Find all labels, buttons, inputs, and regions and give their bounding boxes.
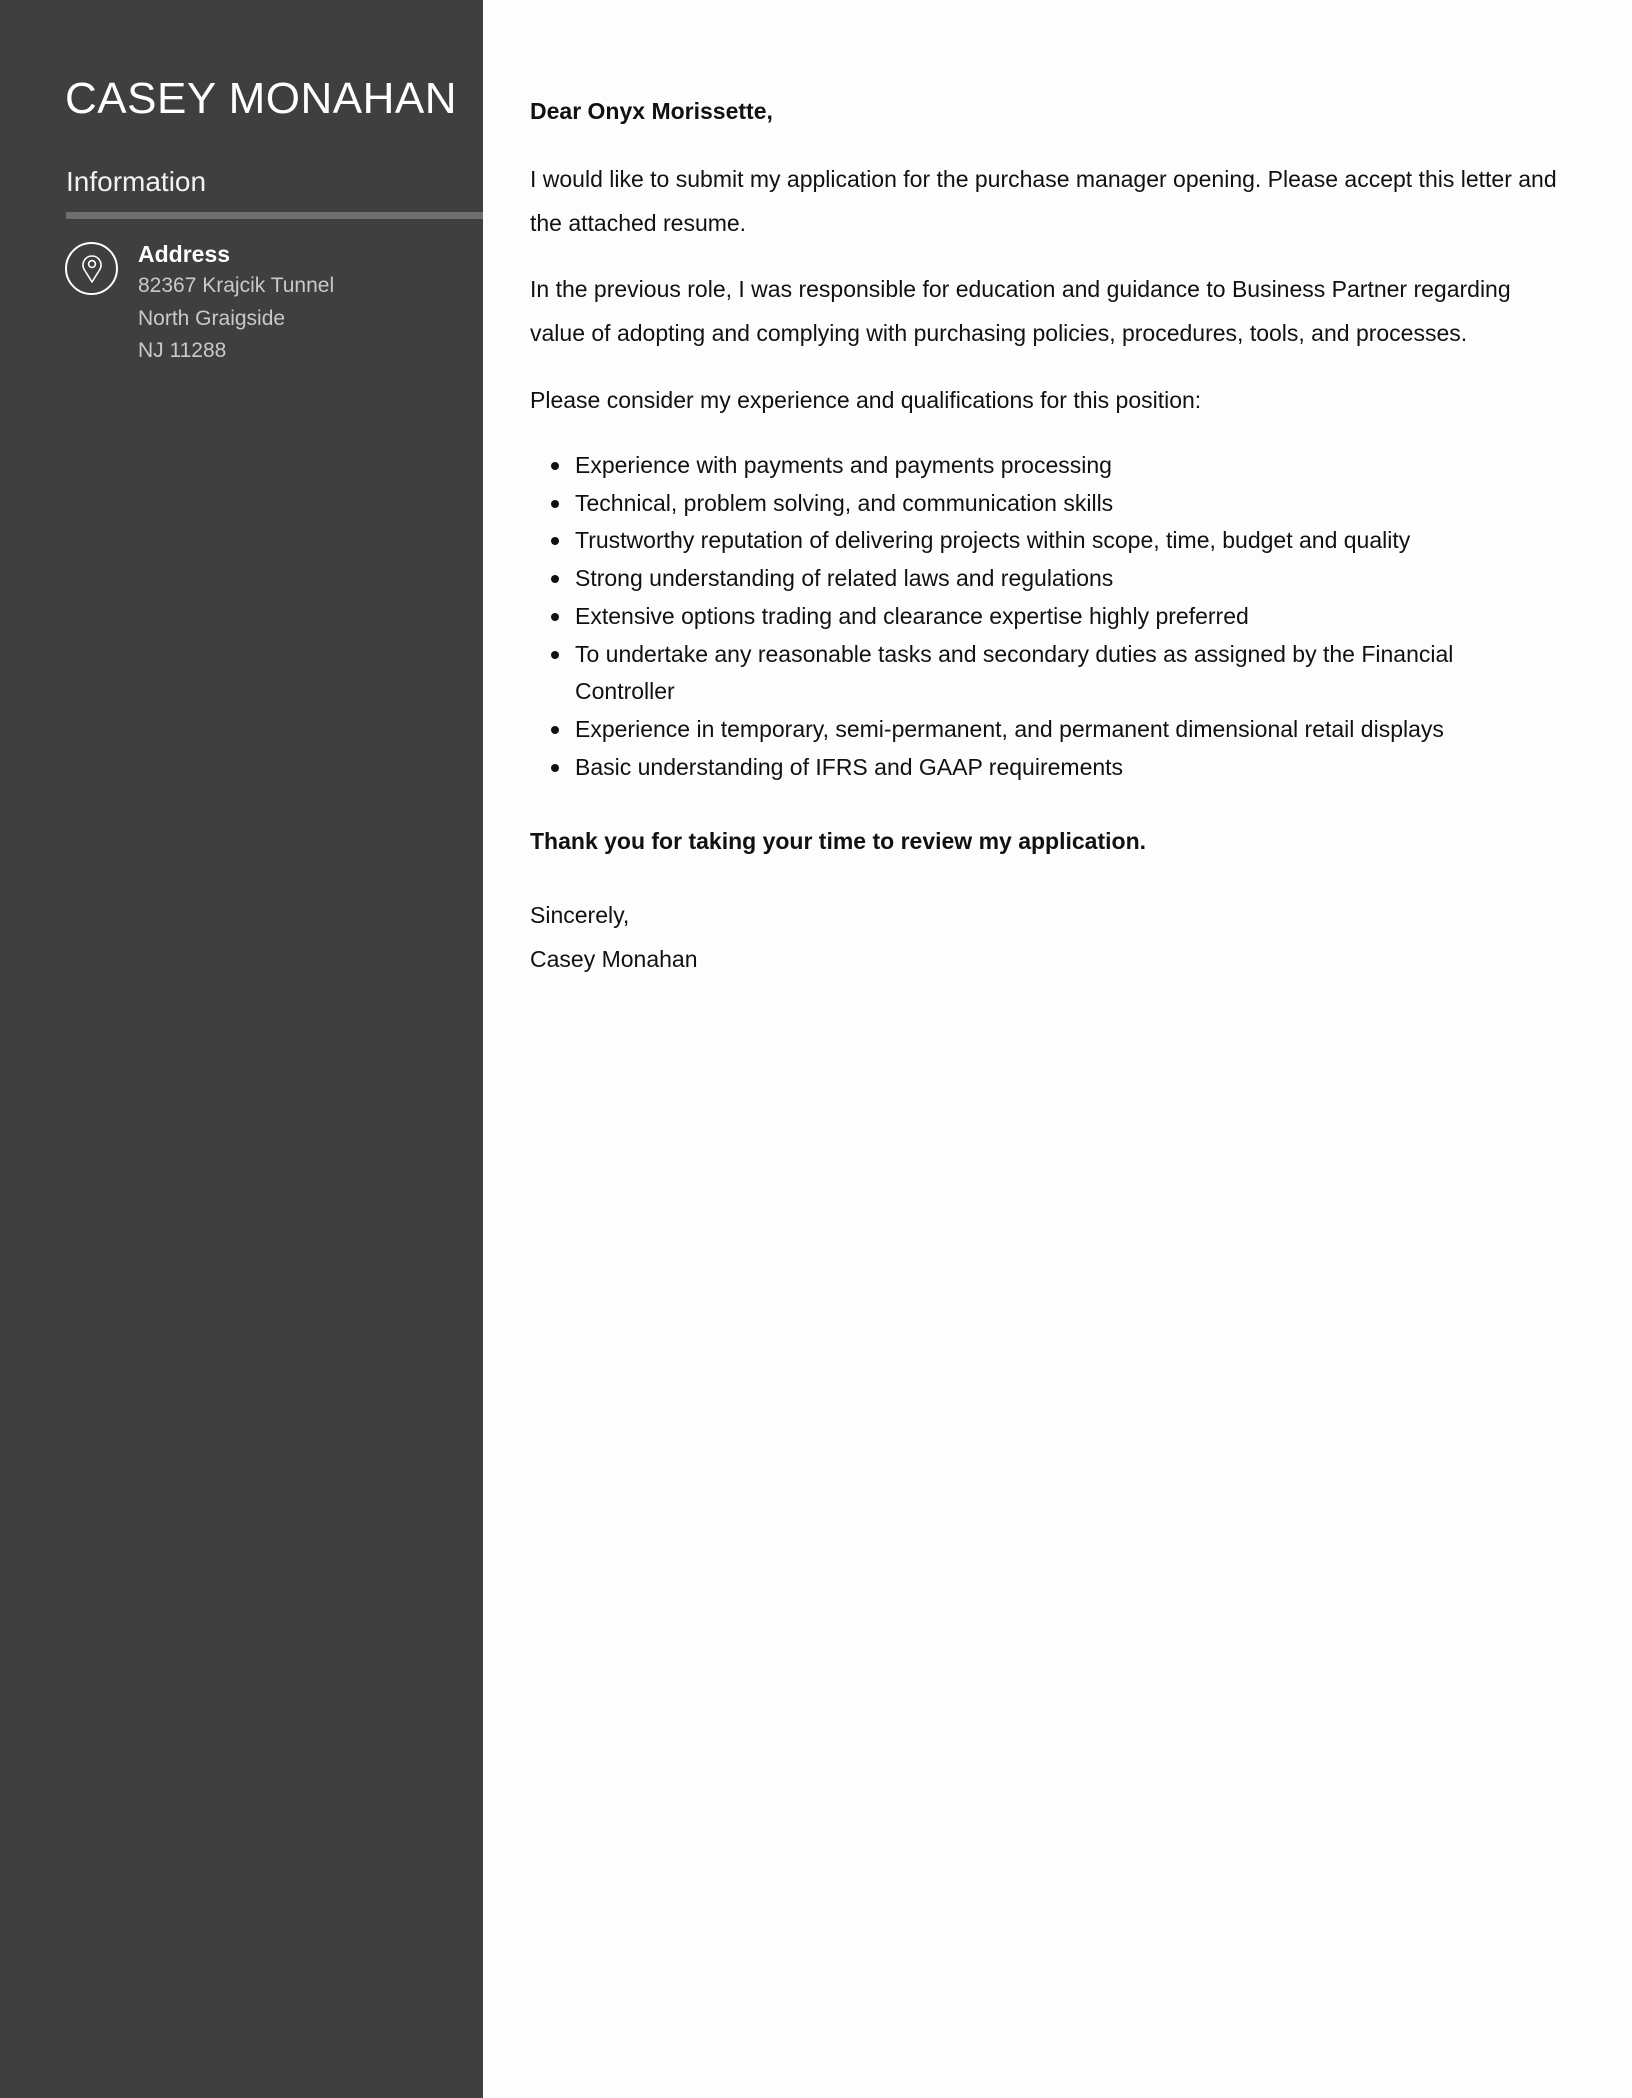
bullet-icon bbox=[551, 726, 559, 734]
experience-paragraph: In the previous role, I was responsible for education and guidance to Business Partner regarding value of adopting and complying with purchasing policies, procedures, tools, and processes. bbox=[530, 276, 1511, 346]
information-heading: Information bbox=[66, 166, 207, 197]
list-item-text: Extensive options trading and clearance expertise highly preferred bbox=[575, 602, 1249, 629]
list-item-text: Technical, problem solving, and communication skills bbox=[575, 489, 1114, 516]
salutation: Dear Onyx Morissette, bbox=[530, 98, 773, 124]
list-item bbox=[530, 485, 1570, 523]
list-item bbox=[530, 560, 1570, 598]
list-item bbox=[530, 598, 1570, 636]
bullet-icon bbox=[551, 500, 559, 508]
address-street: 82367 Krajcik Tunnel bbox=[138, 274, 335, 297]
signoff: Sincerely, bbox=[530, 902, 630, 928]
list-item-text: Experience with payments and payments processing bbox=[575, 452, 1112, 478]
address-lines bbox=[138, 270, 334, 368]
signature-name: Casey Monahan bbox=[530, 946, 698, 972]
intro-paragraph: I would like to submit my application for the purchase manager opening. Please accept this letter and the attached resume. bbox=[530, 166, 1557, 236]
bullet-icon bbox=[551, 651, 559, 659]
bullet-icon bbox=[551, 575, 559, 583]
list-item-text: Experience in temporary, semi-permanent, and permanent dimensional retail displays bbox=[575, 715, 1444, 742]
bullet-icon bbox=[551, 537, 559, 545]
qualifications-intro: Please consider my experience and qualifications for this position: bbox=[530, 387, 1202, 413]
address-city: North Graigside bbox=[138, 306, 286, 330]
list-item bbox=[530, 636, 1490, 711]
list-item-text: To undertake any reasonable tasks and secondary duties as assigned by the Financial Controller bbox=[575, 640, 1454, 705]
bullet-icon bbox=[551, 462, 559, 470]
address-state-zip: NJ 11288 bbox=[138, 339, 227, 362]
list-item bbox=[530, 711, 1570, 749]
list-item-text: Strong understanding of related laws and regulations bbox=[575, 565, 1114, 592]
list-item-text: Basic understanding of IFRS and GAAP requirements bbox=[575, 753, 1124, 780]
section-divider bbox=[66, 212, 483, 219]
list-item bbox=[530, 522, 1570, 560]
applicant-name: CASEY MONAHAN bbox=[65, 74, 457, 123]
sidebar bbox=[0, 0, 483, 2098]
qualifications-list bbox=[530, 447, 1570, 786]
bullet-icon bbox=[551, 764, 559, 772]
address-label: Address bbox=[138, 241, 231, 267]
signoff-block bbox=[530, 893, 698, 981]
bullet-icon bbox=[551, 613, 559, 621]
closing-line: Thank you for taking your time to review my application. bbox=[530, 828, 1147, 854]
map-pin-icon bbox=[65, 242, 118, 295]
list-item bbox=[530, 749, 1570, 787]
list-item bbox=[530, 447, 1570, 485]
list-item-text: Trustworthy reputation of delivering projects within scope, time, budget and quality bbox=[575, 527, 1411, 554]
